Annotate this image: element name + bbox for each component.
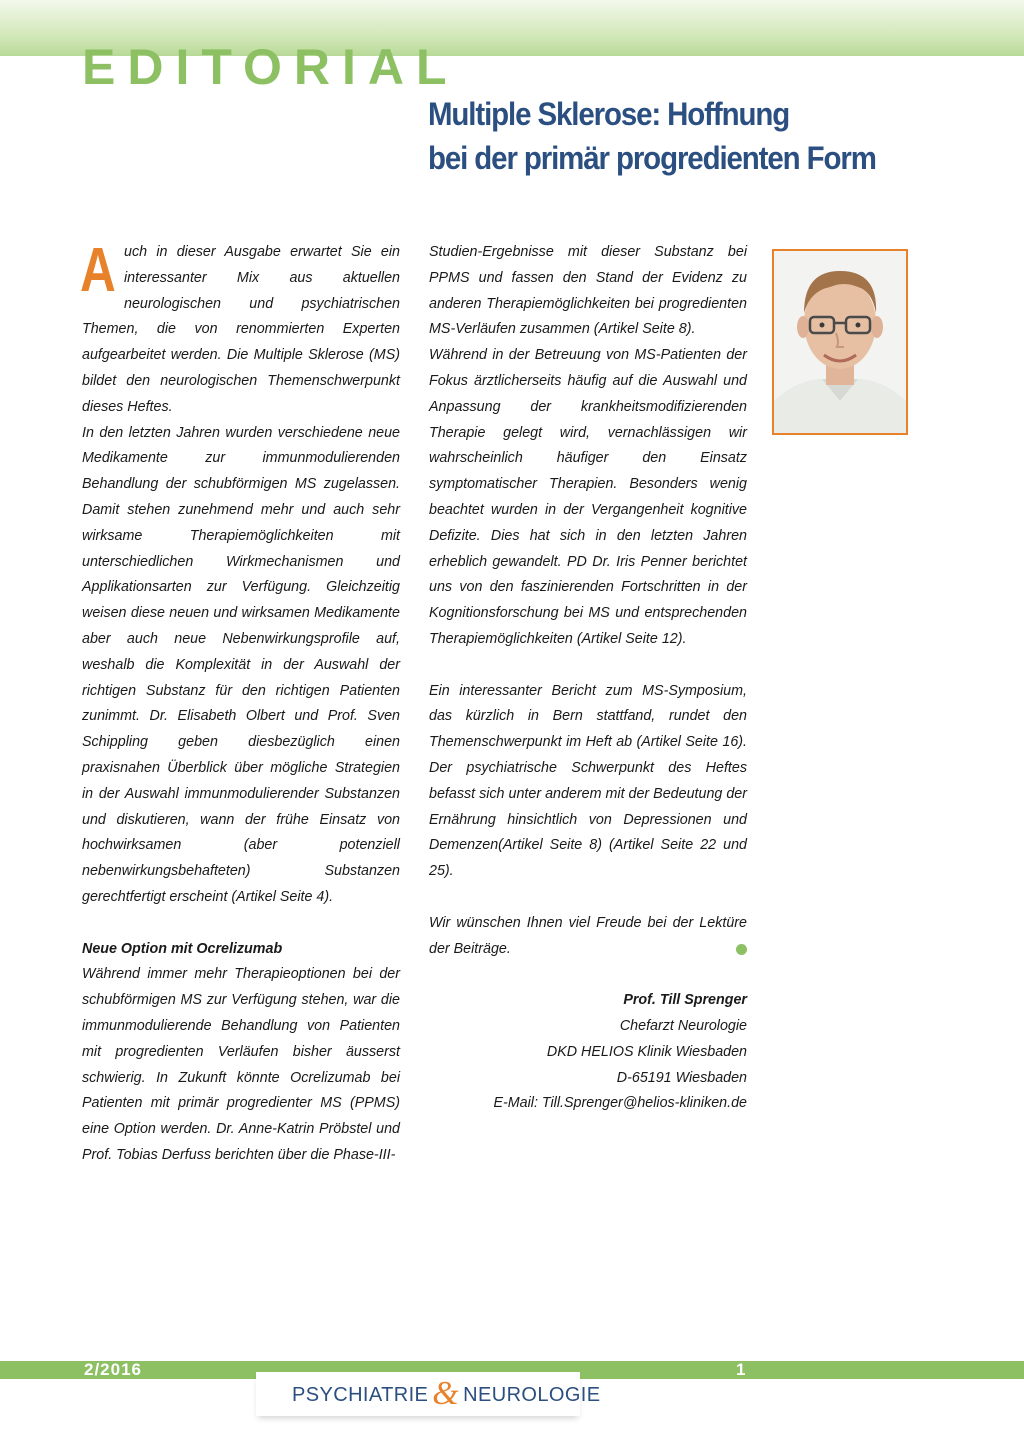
closing-text: Wir wünschen Ihnen viel Freude bei der Lektüre der Beiträge. xyxy=(429,914,747,957)
author-name: Prof. Till Sprenger xyxy=(623,992,747,1009)
headline-line-2: bei der primär progredienten Form xyxy=(428,140,876,176)
article-column-left xyxy=(80,236,400,1169)
journal-logo xyxy=(292,1377,601,1412)
closing-paragraph xyxy=(429,911,747,963)
journal-name-part-2: NEUROLOGIE xyxy=(463,1384,601,1406)
article-headline xyxy=(428,92,943,180)
author-role: Chefarzt Neurologie xyxy=(619,1017,747,1034)
paragraph: Ein interessanter Bericht zum MS-Symposium, das kürzlich in Bern stattfand, rundet den Themenschwerpunkt im Heft ab (Artikel Seite 16). Der psychiatrische Schwerpunkt des Heftes befasst sich unter anderem mit der Bedeutung der Ernährung hinsichtlich von Depressionen und Demenzen(Artikel Seite 8) (Artikel Seite 22 und 25). xyxy=(429,682,747,880)
intro-text: uch in dieser Ausgabe erwartet Sie ein interessanter Mix aus aktuellen neurologischen und psychiatrischen Themen, die von renommierten Experten aufgearbeitet werden. Die Multiple Sklerose (MS) bildet den neurologischen Themenschwerpunkt dieses Heftes. xyxy=(82,244,400,415)
issue-number: 2/2016 xyxy=(84,1360,142,1379)
author-email: E-Mail: Till.Sprenger@helios-kliniken.de xyxy=(493,1095,747,1112)
headline-line-1: Multiple Sklerose: Hoffnung xyxy=(428,96,790,132)
author-portrait xyxy=(772,249,908,435)
author-clinic: DKD HELIOS Klinik Wiesbaden xyxy=(546,1043,747,1060)
paragraph: Während in der Betreuung von MS-Patienten der Fokus ärztlicherseits häufig auf die Auswahl und Anpassung der krankheitsmodifizierenden Therapie gelegt wird, vernachlässigen wir wahrscheinlich häufiger den Einsatz symptomatischer Therapien. Besonders wenig beachtet wurden in der Vergangenheit kognitive Defizite. Dies hat sich in den letzten Jahren erheblich gewandelt. PD Dr. Iris Penner berichtet uns von den faszinierenden Fortschritten in der Kognitionsforschung bei MS und entsprechenden Therapiemöglichkeiten (Artikel Seite 12). xyxy=(429,347,747,647)
portrait-illustration xyxy=(774,251,906,433)
article-column-right xyxy=(429,240,747,1117)
end-bullet-icon xyxy=(736,944,747,955)
section-label: EDITORIAL xyxy=(82,39,459,95)
page-number: 1 xyxy=(736,1360,746,1379)
intro-paragraph xyxy=(80,236,400,421)
paragraph: In den letzten Jahren wurden verschiedene neue Medikamente zur immunmodulierenden Behandlung der schubförmigen MS zugelassen. Damit stehen zunehmend mehr und auch sehr wirksame Therapiemöglichkeiten mit unterschiedlichen Wirkmechanismen und Applikationsarten zur Verfügung. Gleichzeitig weisen diese neuen und wirksamen Medikamente aber auch neue Nebenwirkungsprofile auf, weshalb die Komplexität in der Auswahl der richtigen Substanz für den richtigen Patienten zunimmt. Dr. Elisabeth Olbert und Prof. Sven Schippling geben diesbezüglich einen praxisnahen Überblick über mögliche Strategien in der Auswahl immunmodulierender Substanzen und diskutieren, wann der frühe Einsatz von hochwirksamen (aber potenziell nebenwirkungsbehafteten) Substanzen gerechtfertigt erscheint (Artikel Seite 4). xyxy=(82,424,400,905)
paragraph: Studien-Ergebnisse mit dieser Substanz bei PPMS und fassen den Stand der Evidenz zu anderen Therapiemöglichkeiten bei progredienten MS-Verläufen zusammen (Artikel Seite 8). xyxy=(429,244,747,338)
ampersand-icon: & xyxy=(432,1375,460,1412)
author-city: D-65191 Wiesbaden xyxy=(616,1069,747,1086)
journal-name-part-1: PSYCHIATRIE xyxy=(292,1384,429,1406)
drop-cap: A xyxy=(80,236,116,305)
signature-block xyxy=(429,988,747,1117)
subheading: Neue Option mit Ocrelizumab xyxy=(82,940,283,957)
paragraph: Während immer mehr Therapieoptionen bei der schubförmigen MS zur Verfügung stehen, war die immunmodulierende Behandlung von Patienten mit progredienten Verläufen bisher äusserst schwierig. In Zukunft könnte Ocrelizumab bei Patienten mit primär progredienter MS (PPMS) eine Option werden. Dr. Anne-Katrin Pröbstel und Prof. Tobias Derfuss berichten über die Phase-III- xyxy=(82,966,400,1163)
